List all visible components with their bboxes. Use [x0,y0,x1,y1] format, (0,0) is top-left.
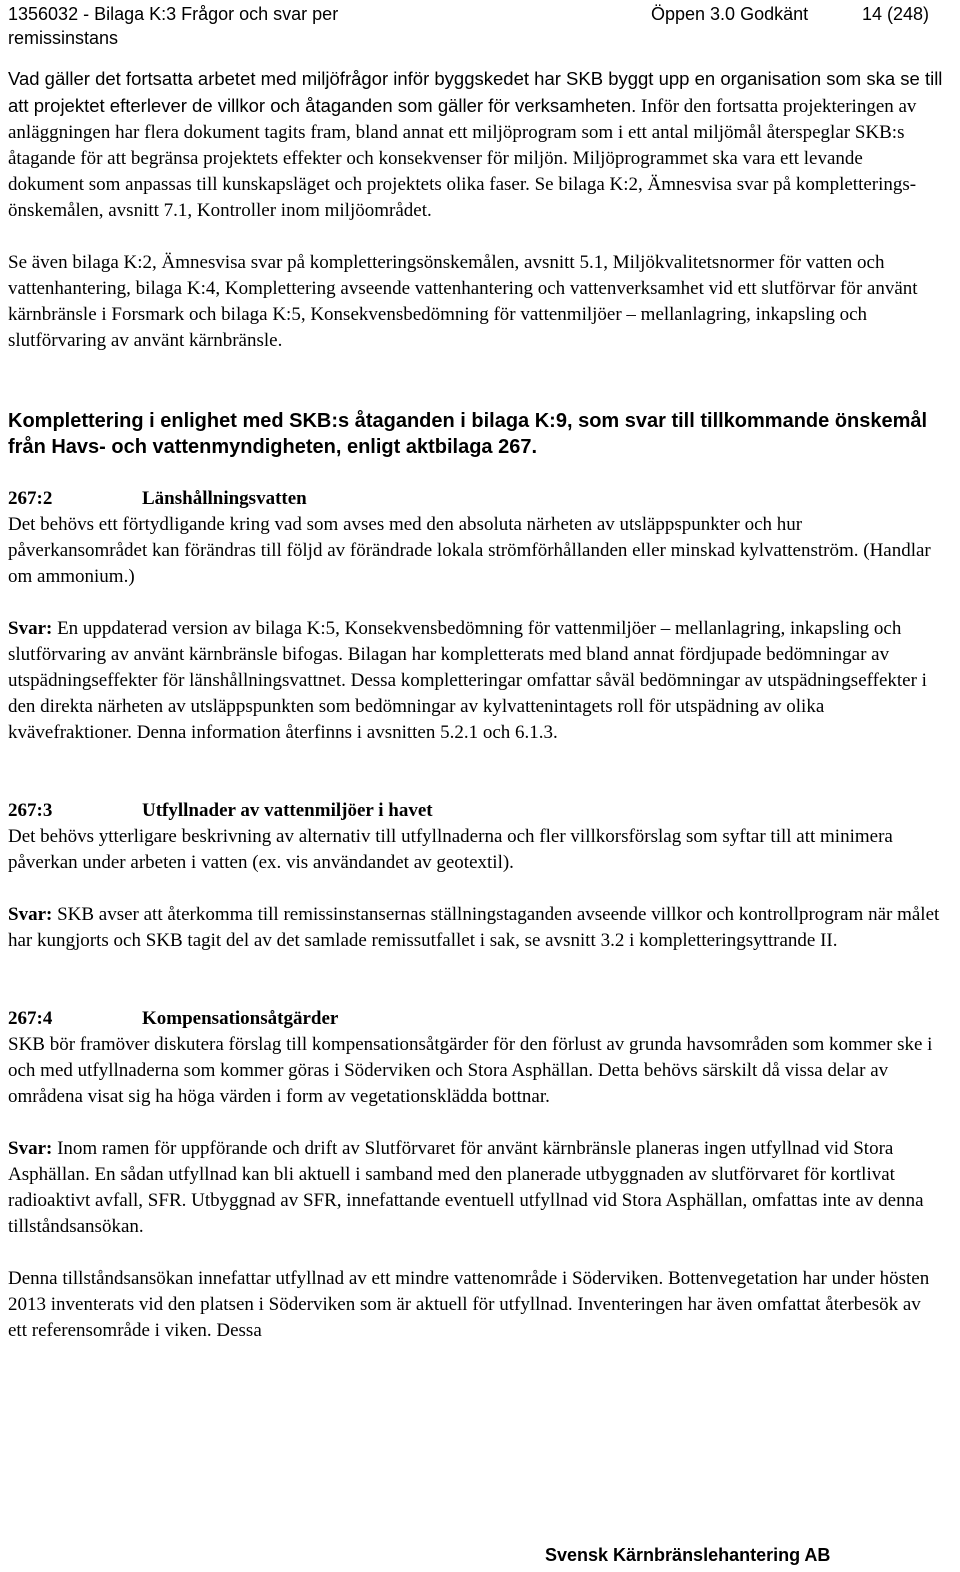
document-body [8,66,943,1344]
item-answer [8,616,943,746]
answer-text: SKB avser att återkomma till remissinstansernas ställningstaganden avseende villkor och kontrollprogram när målet har kungjorts och SKB tagit del av det samlade remissutfallet i sak, se avsnitt 3.2 i kompletteringsyttrande II. [8,904,940,951]
answer-text: Inom ramen för uppförande och drift av Slutförvaret för använt kärnbränsle planeras ingen utfyllnad vid Stora Asphällan. En sådan utfyllnad kan bli aktuell i samband med den planerade utbyggnaden av slutförvaret för kortlivat radioaktivt avfall, SFR. Utbyggnad av SFR, innefattande eventuell utfyllnad vid Stora Asphällan, omfattas inte av denna tillståndsansökan. [8,1138,924,1237]
header-status: Öppen 3.0 Godkänt [651,4,809,24]
item-number: 267:2 [8,488,53,509]
item-question: Det behövs ytterligare beskrivning av alternativ till utfyllnaderna och fler villkorsförslag som syftar till att minimera påverkan under arbeten i vatten (ex. vis användandet av geotextil). [8,826,893,873]
item-extra-paragraph: Denna tillståndsansökan innefattar utfyllnad av ett mindre vattenområde i Söderviken. Bottenvegetation har under hösten 2013 inventerats vid den platsen i Söderviken som är aktuell för utfyllnad. Inventeringen har även omfattat återbesök av ett referensområde i viken. Dessa [8,1268,930,1341]
svar-label: Svar: [8,904,53,925]
item-answer [8,902,943,954]
see-also-paragraph: Se även bilaga K:2, Ämnesvisa svar på kompletteringsönskemålen, avsnitt 5.1, Miljökvalitetsnormer för vatten och vattenhantering, bilaga K:4, Komplettering avseende vattenhantering och vattenverksamhet vid ett slutförvar för använt kärnbränsle i Forsmark och bilaga K:5, Konsekvensbedömning för vattenmiljöer – mellanlagring, inkapsling och slutförvaring av använt kärnbränsle. [8,252,918,351]
section-heading: Komplettering i enlighet med SKB:s åtaganden i bilaga K:9, som svar till tillkommande önskemål från Havs- och vattenmyndigheten, enligt aktbilaga 267. [8,410,928,458]
footer-company: Svensk Kärnbränslehantering AB [545,1545,831,1565]
svar-label: Svar: [8,618,53,639]
svar-label: Svar: [8,1138,53,1159]
header-page-number: 14 (248) [862,4,930,24]
intro-serif-text: Inför den fortsatta projekteringen av anläggningen har flera dokument tagits fram, bland annat ett miljöprogram som i ett antal miljömål återspeglar SKB:s åtagande för att begränsa projektets effekter och konsekvenser för miljön. Miljöprogrammet ska vara ett levande dokument som anpassas till kunskapsläget och projektets olika faser. Se bilaga K:2, Ämnesvisa svar på kompletterings-önskemålen, avsnitt 7.1, Kontroller inom miljöområdet. [8,96,917,221]
item-heading-267-4 [8,1006,943,1032]
item-title: Utfyllnader av vattenmiljöer i havet [142,800,433,821]
answer-text: En uppdaterad version av bilaga K:5, Konsekvensbedömning för vattenmiljöer – mellanlagring, inkapsling och slutförvaring av använt kärnbränsle bifogas. Bilagan har kompletterats med bland annat fördjupade bedömningar av utspädningseffekter för länshållningsvattnet. Dessa kompletteringar omfattar såväl bedömningar av utspädningseffekter i den direkta närheten av utsläppspunkten som bedömningar av kylvattenintagets roll för utspädning av olika kvävefraktioner. Denna information återfinns i avsnitten 5.2.1 och 6.1.3. [8,618,927,743]
item-number: 267:4 [8,1008,53,1029]
item-heading-267-2 [8,486,943,512]
header-doc-title: 1356032 - Bilaga K:3 Frågor och svar per remissinstans [8,4,339,48]
item-question: Det behövs ett förtydligande kring vad som avses med den absoluta närheten av utsläppspunkter och hur påverkansområdet kan förändras till följd av förändrade lokala strömförhållanden eller minskad kylvattenström. (Handlar om ammonium.) [8,514,931,587]
item-title: Länshållningsvatten [142,488,307,509]
item-question: SKB bör framöver diskutera förslag till kompensationsåtgärder för den förlust av grunda havsområden som kommer ske i och med utfyllnaderna som kommer göras i Söderviken och Stora Asphällan. Detta behövs särskilt då vissa delar av områdena visat sig ha höga värden i form av vegetationsklädda bottnar. [8,1034,933,1107]
intro-paragraph [8,66,943,224]
item-heading-267-3 [8,798,943,824]
item-number: 267:3 [8,800,53,821]
item-title: Kompensationsåtgärder [142,1008,339,1029]
intro-sans-text: Vad gäller det fortsatta arbetet med miljöfrågor inför byggskedet har SKB byggt upp en organisation som ska se till att projektet efterlever de villkor och åtaganden som gäller för verksamheten. [8,68,943,116]
item-answer [8,1136,943,1240]
